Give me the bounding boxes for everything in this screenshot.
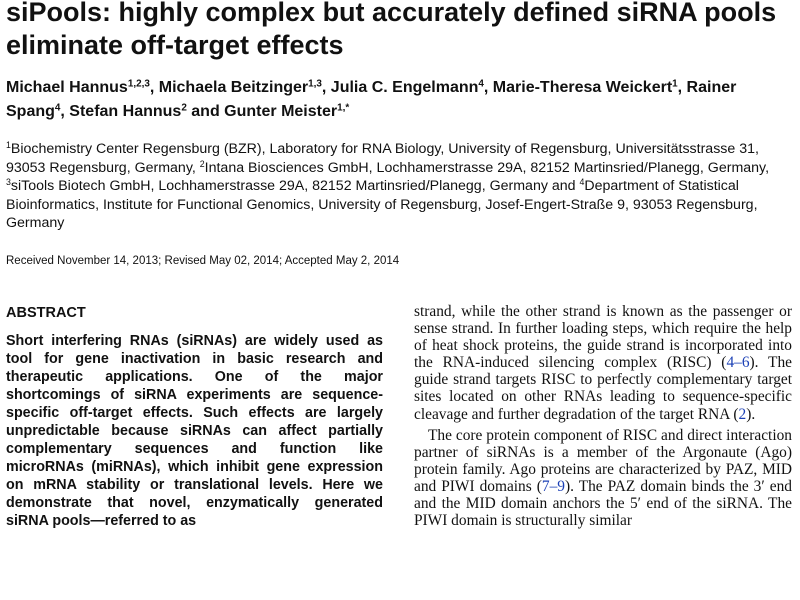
citation-link[interactable]: 2: [738, 405, 747, 423]
author[interactable]: Michael Hannus$^{1,2,3}$: [6, 78, 150, 96]
abstract-text: Short interfering RNAs (siRNAs) are widely used as tool for gene inactivation in basic research and therapeutic applications. One of the major shortcomings of siRNA experiments are sequence-specific off-target effects. Such effects are largely unpredictable because siRNAs can affect partially complementary sequences and function like microRNAs (miRNAs), which inhibit gene expression on mRNA stability or translational levels. Here we demonstrate that novel, enzymatically generated siRNA pools—referred to as: [6, 333, 383, 529]
affiliations: $^1$Biochemistry Center Regensburg (BZR), Laboratory for RNA Biology, University of Regensburg, Universitätsstrasse 31, 93053 Regensburg, Germany, $^2$Intana Biosciences GmbH, Lochhamerstrasse 29A, 82152 Martinsried/Planegg, Germany, $^3$siTools Biotech GmbH, Lochhamerstrasse 29A, 82152 Martinsried/Planegg, Germany and $^4$Department of Statistical Bioinformatics, Institute for Functional Genomics, University of Regensburg, Josef-Engert-Straße 9, 93053 Regensburg, Germany: [6, 140, 770, 231]
submission-dates: Received November 14, 2013; Revised May 02, 2014; Accepted May 2, 2014: [6, 255, 400, 267]
author[interactable]: Michaela Beitzinger$^{1,3}$: [158, 78, 322, 96]
citation-link[interactable]: 7–9: [541, 477, 565, 495]
abstract-heading: ABSTRACT: [6, 305, 86, 321]
author-list: Michael Hannus$^{1,2,3}$, Michaela Beitzinger$^{1,3}$, Julia C. Engelmann$^4$, Marie-Theresa Weickert$^1$, Rainer Spang$^4$, Stefan Hannus$^2$ and Gunter Meister$^{1,*}$: [6, 78, 737, 120]
body-paragraph: strand, while the other strand is known as the passenger or sense strand. In further loading steps, which require the help of heat shock proteins, the guide strand is incorporated into the RNA-induced silencing complex (RISC) (4–6). The guide strand targets RISC to perfectly complementary target sites located on other RNAs leading to sequence-specific cleavage and further degradation of the target RNA (2).: [414, 303, 792, 423]
citation-link[interactable]: 4–6: [726, 354, 750, 372]
author[interactable]: Stefan Hannus$^2$: [69, 102, 187, 120]
author[interactable]: Rainer Spang$^4$: [6, 79, 737, 120]
article-title: siPools: highly complex but accurately defined siRNA pools eliminate off-target effects: [6, 0, 777, 60]
author[interactable]: Julia C. Engelmann$^4$: [330, 78, 484, 96]
body-paragraph: The core protein component of RISC and direct interaction partner of siRNAs is a member of the Argonaute (Ago) protein family. Ago proteins are characterized by PAZ, MID and PIWI domains (7–9). The PAZ domain binds the 3′ end and the MID domain anchors the 5′ end of the siRNA. The PIWI domain is structurally similar: [414, 426, 792, 530]
author[interactable]: Gunter Meister$^{1,*}$: [224, 102, 350, 120]
body-column-right: [414, 303, 792, 529]
author[interactable]: Marie-Theresa Weickert$^1$: [492, 78, 678, 96]
